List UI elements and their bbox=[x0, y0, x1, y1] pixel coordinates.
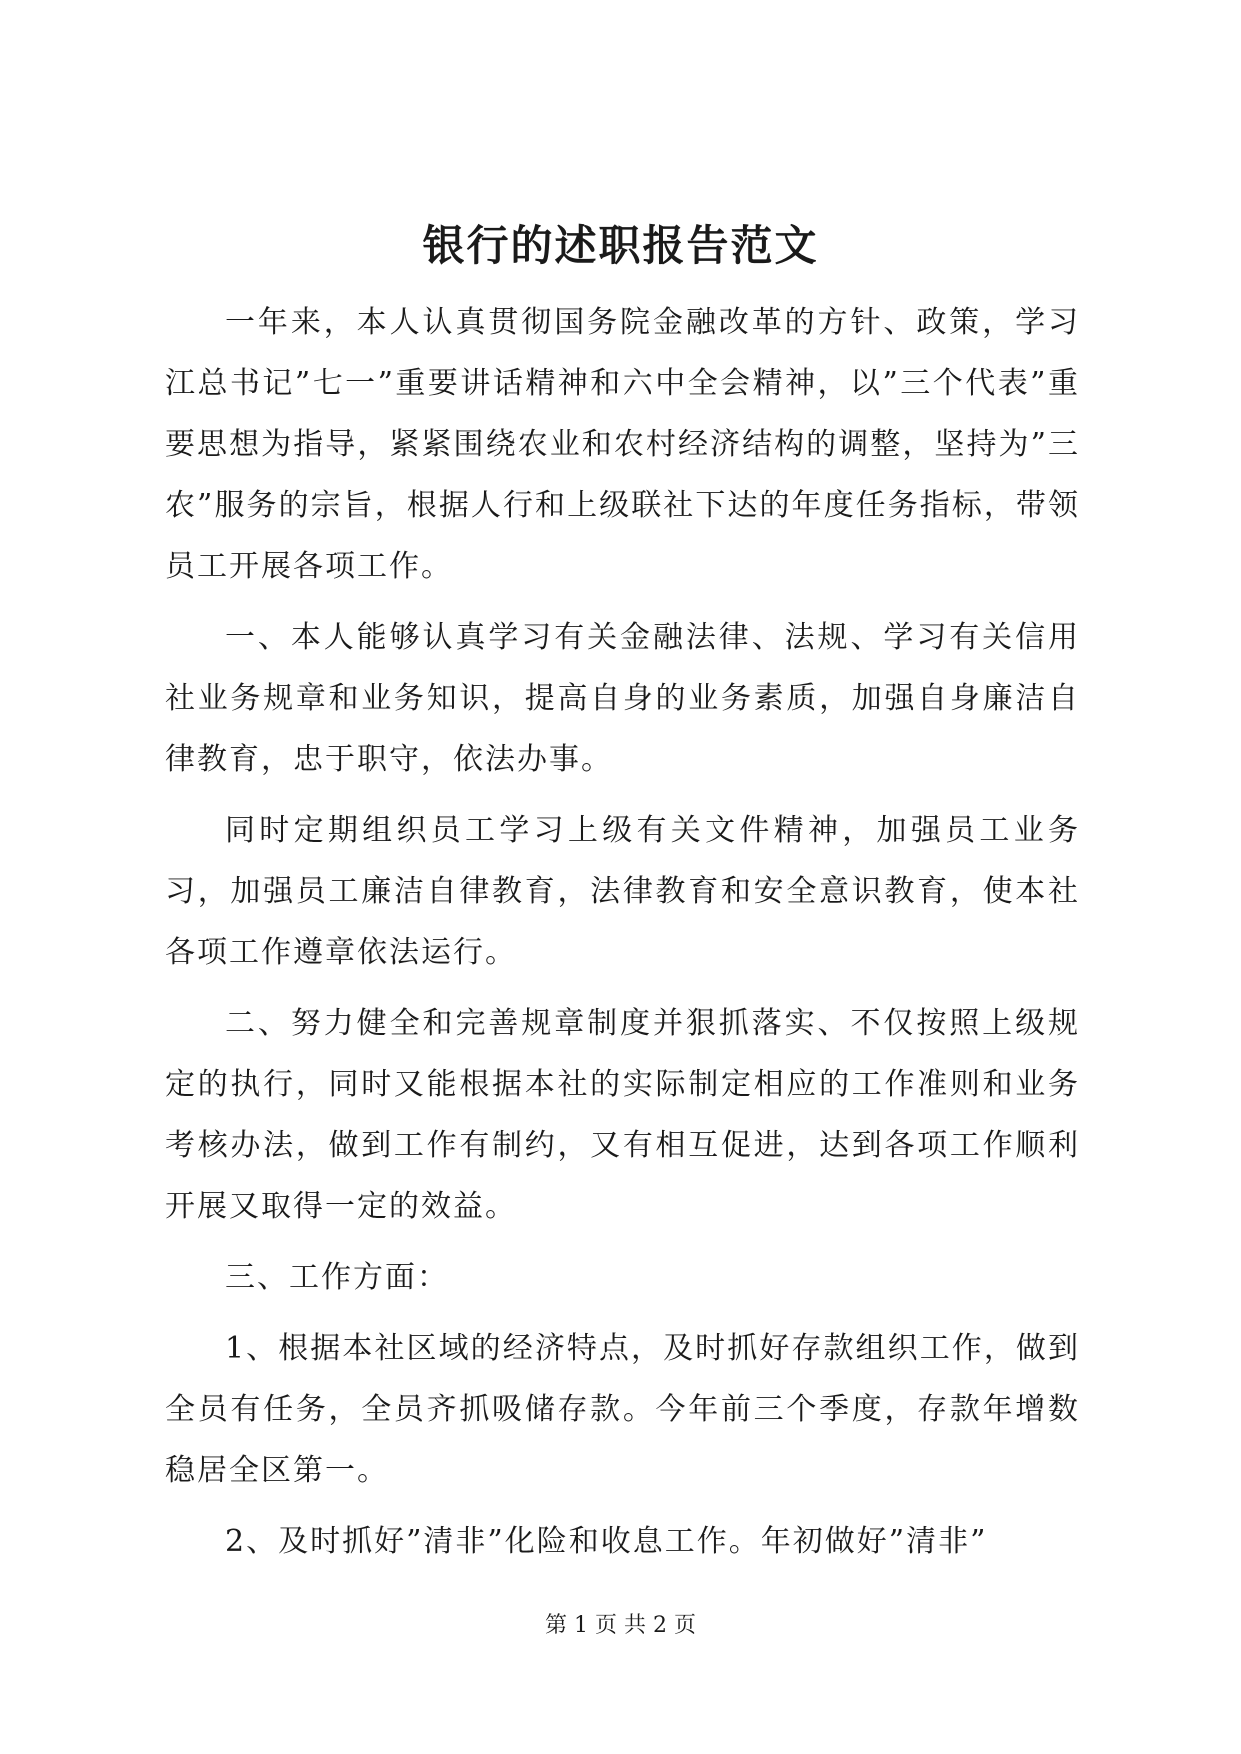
page-footer: 第 1 页 共 2 页 bbox=[545, 1613, 696, 1638]
paragraph-item-2: 2、及时抓好”清非”化险和收息工作。年初做好”清非” bbox=[225, 1524, 988, 1559]
paragraph-section-1-cont: 同时定期组织员工学习上级有关文件精神，加强员工业务习，加强员工廉洁自律教育，法律教育和安全意识教育，使本社各项工作遵章依法运行。 bbox=[165, 813, 1080, 970]
document-body bbox=[165, 292, 1080, 1582]
paragraph-intro: 一年来，本人认真贯彻国务院金融改革的方针、政策，学习江总书记”七一”重要讲话精神和六中全会精神，以”三个代表”重要思想为指导，紧紧围绕农业和农村经济结构的调整，坚持为”三农”服务的宗旨，根据人行和上级联社下达的年度任务指标，带领员工开展各项工作。 bbox=[165, 305, 1080, 584]
paragraph-section-1: 一、本人能够认真学习有关金融法律、法规、学习有关信用社业务规章和业务知识，提高自身的业务素质，加强自身廉洁自律教育，忠于职守，依法办事。 bbox=[165, 620, 1080, 777]
document-title: 银行的述职报告范文 bbox=[422, 221, 819, 270]
paragraph-item-1: 1、根据本社区域的经济特点，及时抓好存款组织工作，做到全员有任务，全员齐抓吸储存款。今年前三个季度，存款年增数稳居全区第一。 bbox=[165, 1331, 1080, 1488]
paragraph-section-3-heading: 三、工作方面： bbox=[225, 1260, 449, 1295]
paragraph-section-2: 二、努力健全和完善规章制度并狠抓落实、不仅按照上级规定的执行，同时又能根据本社的实际制定相应的工作准则和业务考核办法，做到工作有制约，又有相互促进，达到各项工作顺利开展又取得一定的效益。 bbox=[165, 1006, 1080, 1224]
